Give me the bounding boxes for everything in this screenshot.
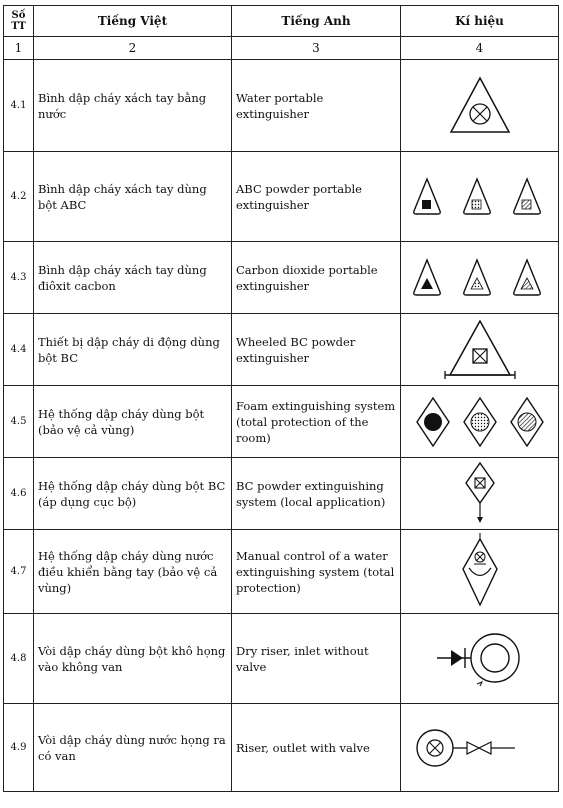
foam-system-icons [405,392,555,452]
co2-extinguisher-solid-icon [413,260,440,295]
table-row [4,530,559,614]
column-number: 2 [34,37,232,60]
column-number: 3 [232,37,401,60]
english-term: ABC powder portable extinguisher [232,152,401,242]
symbol-cell [401,386,559,458]
column-number-row [4,37,559,60]
symbol-cell [401,152,559,242]
symbol-table [3,5,559,792]
table-row [4,152,559,242]
row-number: 4.2 [4,152,34,242]
table-row [4,458,559,530]
foam-system-dotted-icon [464,398,496,446]
symbol-cell [401,60,559,152]
row-number: 4.3 [4,242,34,314]
abc-extinguisher-dotted-icon [463,179,490,214]
symbol-cell [401,704,559,792]
table-row [4,242,559,314]
column-number: 1 [4,37,34,60]
wheeled-extinguisher-icon [405,317,555,383]
table-row [4,314,559,386]
vietnamese-term: Hệ thống dập cháy dùng bột (bảo vệ cả vùng) [34,386,232,458]
symbol-cell [401,242,559,314]
table-row [4,704,559,792]
table-row [4,386,559,458]
co2-extinguisher-icons [405,252,555,304]
vietnamese-term: Vòi dập cháy dùng bột khô họng vào không van [34,614,232,704]
dry-riser-icon [405,624,555,694]
symbol-cell [401,614,559,704]
table-row [4,614,559,704]
riser-valve-icon [405,718,555,778]
local-powder-system-icon [405,459,555,529]
table-row [4,60,559,152]
english-term: BC powder extinguishing system (local application) [232,458,401,530]
symbol-cell [401,458,559,530]
column-number: 4 [401,37,559,60]
abc-extinguisher-hatched-icon [513,179,540,214]
foam-system-hatched-icon [511,398,543,446]
header-no: Số TT [4,6,34,37]
water-extinguisher-icon [405,66,555,146]
english-term: Dry riser, inlet without valve [232,614,401,704]
english-term: Riser, outlet with valve [232,704,401,792]
row-number: 4.6 [4,458,34,530]
english-term: Carbon dioxide portable extinguisher [232,242,401,314]
co2-extinguisher-hatched-icon [513,260,540,295]
abc-extinguisher-solid-icon [413,179,440,214]
row-number: 4.5 [4,386,34,458]
manual-water-system-icon [405,531,555,613]
header-english: Tiếng Anh [232,6,401,37]
symbol-cell [401,530,559,614]
abc-powder-extinguisher-icons [405,167,555,227]
header-symbol: Kí hiệu [401,6,559,37]
row-number: 4.1 [4,60,34,152]
header-vietnamese: Tiếng Việt [34,6,232,37]
english-term: Foam extinguishing system (total protection of the room) [232,386,401,458]
header-row [4,6,559,37]
english-term: Wheeled BC powder extinguisher [232,314,401,386]
vietnamese-term: Hệ thống dập cháy dùng bột BC (áp dụng cục bộ) [34,458,232,530]
vietnamese-term: Vòi dập cháy dùng nước họng ra có van [34,704,232,792]
english-term: Manual control of a water extinguishing system (total protection) [232,530,401,614]
row-number: 4.4 [4,314,34,386]
row-number: 4.9 [4,704,34,792]
row-number: 4.8 [4,614,34,704]
vietnamese-term: Bình dập cháy xách tay dùng điôxit cacbon [34,242,232,314]
foam-system-solid-icon [417,398,449,446]
row-number: 4.7 [4,530,34,614]
vietnamese-term: Bình dập cháy xách tay bằng nước [34,60,232,152]
vietnamese-term: Thiết bị dập cháy di động dùng bột BC [34,314,232,386]
co2-extinguisher-dotted-icon [463,260,490,295]
symbol-cell [401,314,559,386]
vietnamese-term: Hệ thống dập cháy dùng nước điều khiển bằng tay (bảo vệ cả vùng) [34,530,232,614]
english-term: Water portable extinguisher [232,60,401,152]
vietnamese-term: Bình dập cháy xách tay dùng bột ABC [34,152,232,242]
